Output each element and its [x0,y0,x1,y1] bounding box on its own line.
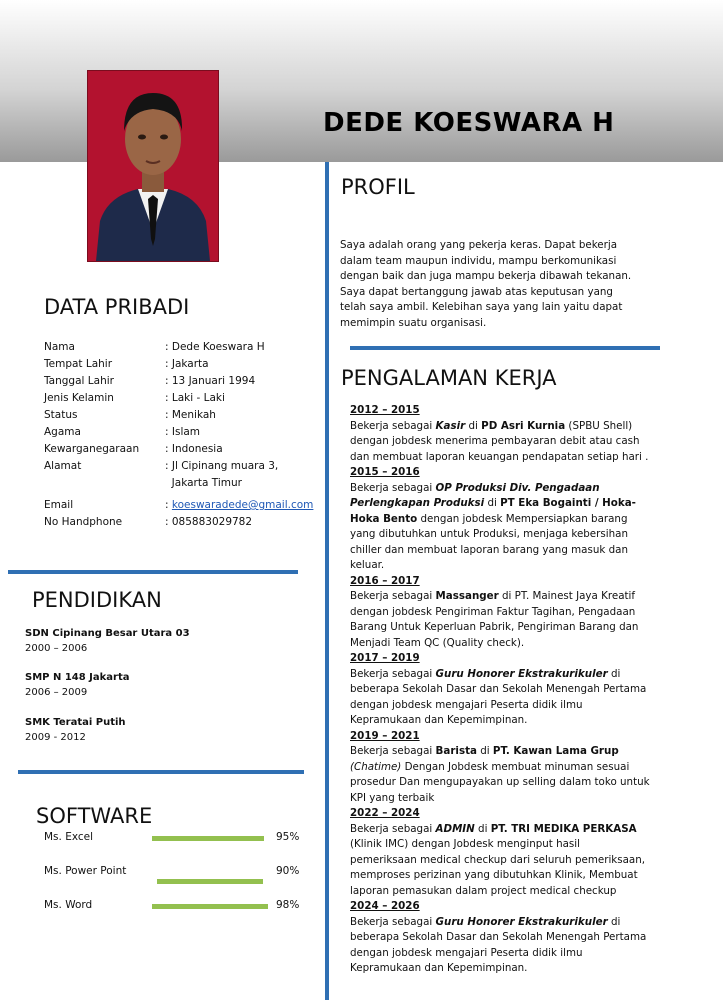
personal-label: Nama [44,341,75,353]
experience-description: Bekerja sebagai Guru Honorer Ekstrakurikuler di beberapa Sekolah Dasar dan Sekolah Menengah Pertama dengan jobdesk mengajari Peserta didik ilmu Kepramukaan dan Kepemimpinan. [350,915,647,974]
software-name: Ms. Power Point [44,865,127,877]
software-name: Ms. Excel [44,831,94,843]
personal-title: DATA PRIBADI [44,295,190,319]
experience-period: 2017 – 2019 [350,652,420,664]
experience-period: 2012 – 2015 [350,404,420,416]
experience-period: 2016 – 2017 [350,574,420,587]
personal-value: : Indonesia [165,443,223,455]
personal-value: : Jakarta [165,358,209,370]
education-school: SMK Teratai Putih [25,717,126,728]
experience-entry [350,574,650,652]
experience-description: Bekerja sebagai OP Produksi Div. Pengadaan Perlengkapan Produksi di PT Eka Bogainti / Hoka-Hoka Bento dengan jobdesk Mempersiapkan barang yang dibutuhkan untuk Produksi, menjaga kebersihan chiller dan membuat laporan barang yang masuk dan keluar. [350,481,636,571]
education-item [25,670,130,700]
email-value-wrap [165,499,365,511]
education-school: SDN Cipinang Besar Utara 03 [25,628,190,639]
software-level-bar [152,836,264,841]
software-percent: 95% [276,831,300,843]
profile-text: Saya adalah orang yang pekerja keras. Dapat bekerja dalam team maupun individu, mampu berkomunikasi dengan baik dan juga mampu bekerja dibawah tekanan. Saya dapat bertanggung jawab atas keputusan yang telah saya ambil. Kelebihan saya yang lain yaitu dapat memimpin suatu organisasi. [340,239,632,329]
profile-title: PROFIL [341,175,415,199]
software-title: SOFTWARE [36,804,153,828]
education-years: 2006 – 2009 [25,687,88,698]
education-item [25,626,190,656]
software-percent: 90% [276,865,300,877]
experience-description: Bekerja sebagai ADMIN di PT. TRI MEDIKA PERKASA (Klinik IMC) dengan Jobdesk menginput hasil pemeriksaan medical checkup dari seluruh pemeriksaan, memproses perizinan yang dibutuhkan Klinik, Membuat laporan pemasukan dalam project medical checkup [350,822,646,897]
personal-value: : Menikah [165,409,216,421]
section-separator [350,346,660,350]
experience-description: Bekerja sebagai Barista di PT. Kawan Lama Grup (Chatime) Dengan Jobdesk membuat minuman sesuai prosedur Dan mengupayakan up selling dalam toko untuk KPI yang terbaik [350,745,650,804]
personal-label: Agama [44,426,81,438]
experience-description: Bekerja sebagai Guru Honorer Ekstrakurikuler di beberapa Sekolah Dasar dan Sekolah Menengah Pertama dengan jobdesk mengajari Peserta didik ilmu Kepramukaan dan Kepemimpinan. [350,667,647,726]
experience-description: Bekerja sebagai Kasir di PD Asri Kurnia (SPBU Shell) dengan jobdesk menerima pembayaran debit atau cash dan membuat laporan keuangan pendapatan setiap hari . [350,419,649,463]
email-label: Email [44,499,74,511]
experience-description: Bekerja sebagai Massanger di PT. Mainest Jaya Kreatif dengan jobdesk Pengiriman Faktur Tagihan, Pengadaan Barang Untuk Keperluan Pabrik, Pengiriman Barang dan Menjadi Team QC (Quality check). [350,590,639,649]
experience-title: PENGALAMAN KERJA [341,366,557,390]
personal-label: Jenis Kelamin [44,392,114,404]
personal-value: Jakarta Timur [165,477,242,489]
personal-label: Kewarganegaraan [44,443,140,455]
experience-period: 2015 – 2016 [350,466,420,478]
phone-value: : 085883029782 [165,516,253,528]
experience-list [350,403,650,977]
software-name: Ms. Word [44,899,93,911]
experience-entry [350,806,650,899]
personal-label: Status [44,409,78,421]
education-title: PENDIDIKAN [32,588,162,612]
column-divider [325,162,329,1000]
experience-entry [350,729,650,807]
experience-period: 2019 – 2021 [350,729,420,742]
experience-entry [350,651,650,729]
experience-period: 2022 – 2024 [350,807,420,819]
experience-entry [350,403,650,465]
email-colon: : [165,499,172,511]
personal-label: Alamat [44,460,82,472]
personal-value: : Dede Koeswara H [165,341,265,353]
section-separator [8,570,298,574]
software-percent: 98% [276,899,300,911]
personal-label: Tanggal Lahir [44,375,114,387]
education-school: SMP N 148 Jakarta [25,672,130,683]
email-link[interactable]: koeswaradede@gmail.com [171,499,314,511]
software-level-bar [152,904,268,909]
personal-value: : Islam [165,426,201,438]
phone-label: No Handphone [44,516,123,528]
candidate-name: DEDE KOESWARA H [323,108,615,138]
software-level-bar [157,879,263,884]
profile-photo [87,70,219,262]
education-years: 2009 - 2012 [25,732,86,743]
personal-value: : Jl Cipinang muara 3, [165,460,279,472]
education-item [25,715,126,745]
experience-entry [350,465,650,574]
education-years: 2000 – 2006 [25,643,88,654]
experience-entry [350,899,650,977]
section-separator [18,770,304,774]
personal-label: Tempat Lahir [44,358,113,370]
experience-period: 2024 – 2026 [350,900,420,912]
personal-value: : 13 Januari 1994 [165,375,256,387]
personal-value: : Laki - Laki [165,392,225,404]
